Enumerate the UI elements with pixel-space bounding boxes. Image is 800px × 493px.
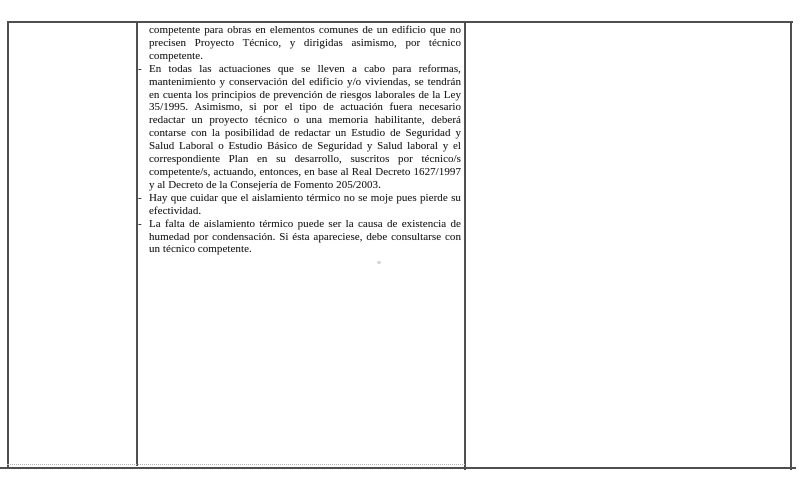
list-item: [138, 217, 461, 257]
list-item-dash-marker: -: [138, 217, 142, 230]
left-column-cell: [9, 23, 136, 465]
list-item-dash-marker: -: [138, 191, 142, 204]
middle-column-cell: [136, 22, 464, 465]
list-item: [138, 191, 461, 218]
list-item-text: La falta de aislamiento térmico puede ser la causa de existencia de humedad por condensación. Si ésta apareciese, debe consultarse con un técnico competente.: [149, 217, 461, 256]
right-column-cell: [466, 23, 790, 468]
list-item-text: Hay que cuidar que el aislamiento térmico no se moje pues pierde su efectividad.: [149, 191, 461, 217]
list-item-text: En todas las actuaciones que se lleven a cabo para reformas, mantenimiento y conservación del edificio y/o viviendas, se tendrán en cuenta los principios de prevención de riesgos laborales de la Ley 35/1995. Asimismo, si por el tipo de actuación fuera necesario redactar un proyecto técnico o una memoria habilitante, deberá contarse con la posibilidad de redactar un Estudio de Seguridad y Salud Laboral o Estudio Básico de Seguridad y Salud laboral y el correspondiente Plan en su desarrollo, suscritos por técnico/s competente/s, actuando, entonces, en base al Real Decreto 1627/1997 y al Decreto de la Consejería de Fomento 205/2003.: [149, 62, 461, 191]
scan-artifact-speck: [377, 261, 381, 264]
list-item-dash-marker: -: [138, 62, 142, 75]
paragraph-continuation: competente para obras en elementos comunes de un edificio que no precisen Proyecto Técnico, y dirigidas asimismo, por técnico competente.: [149, 24, 461, 62]
table-right-border: [790, 21, 792, 470]
list-item: [138, 62, 461, 192]
